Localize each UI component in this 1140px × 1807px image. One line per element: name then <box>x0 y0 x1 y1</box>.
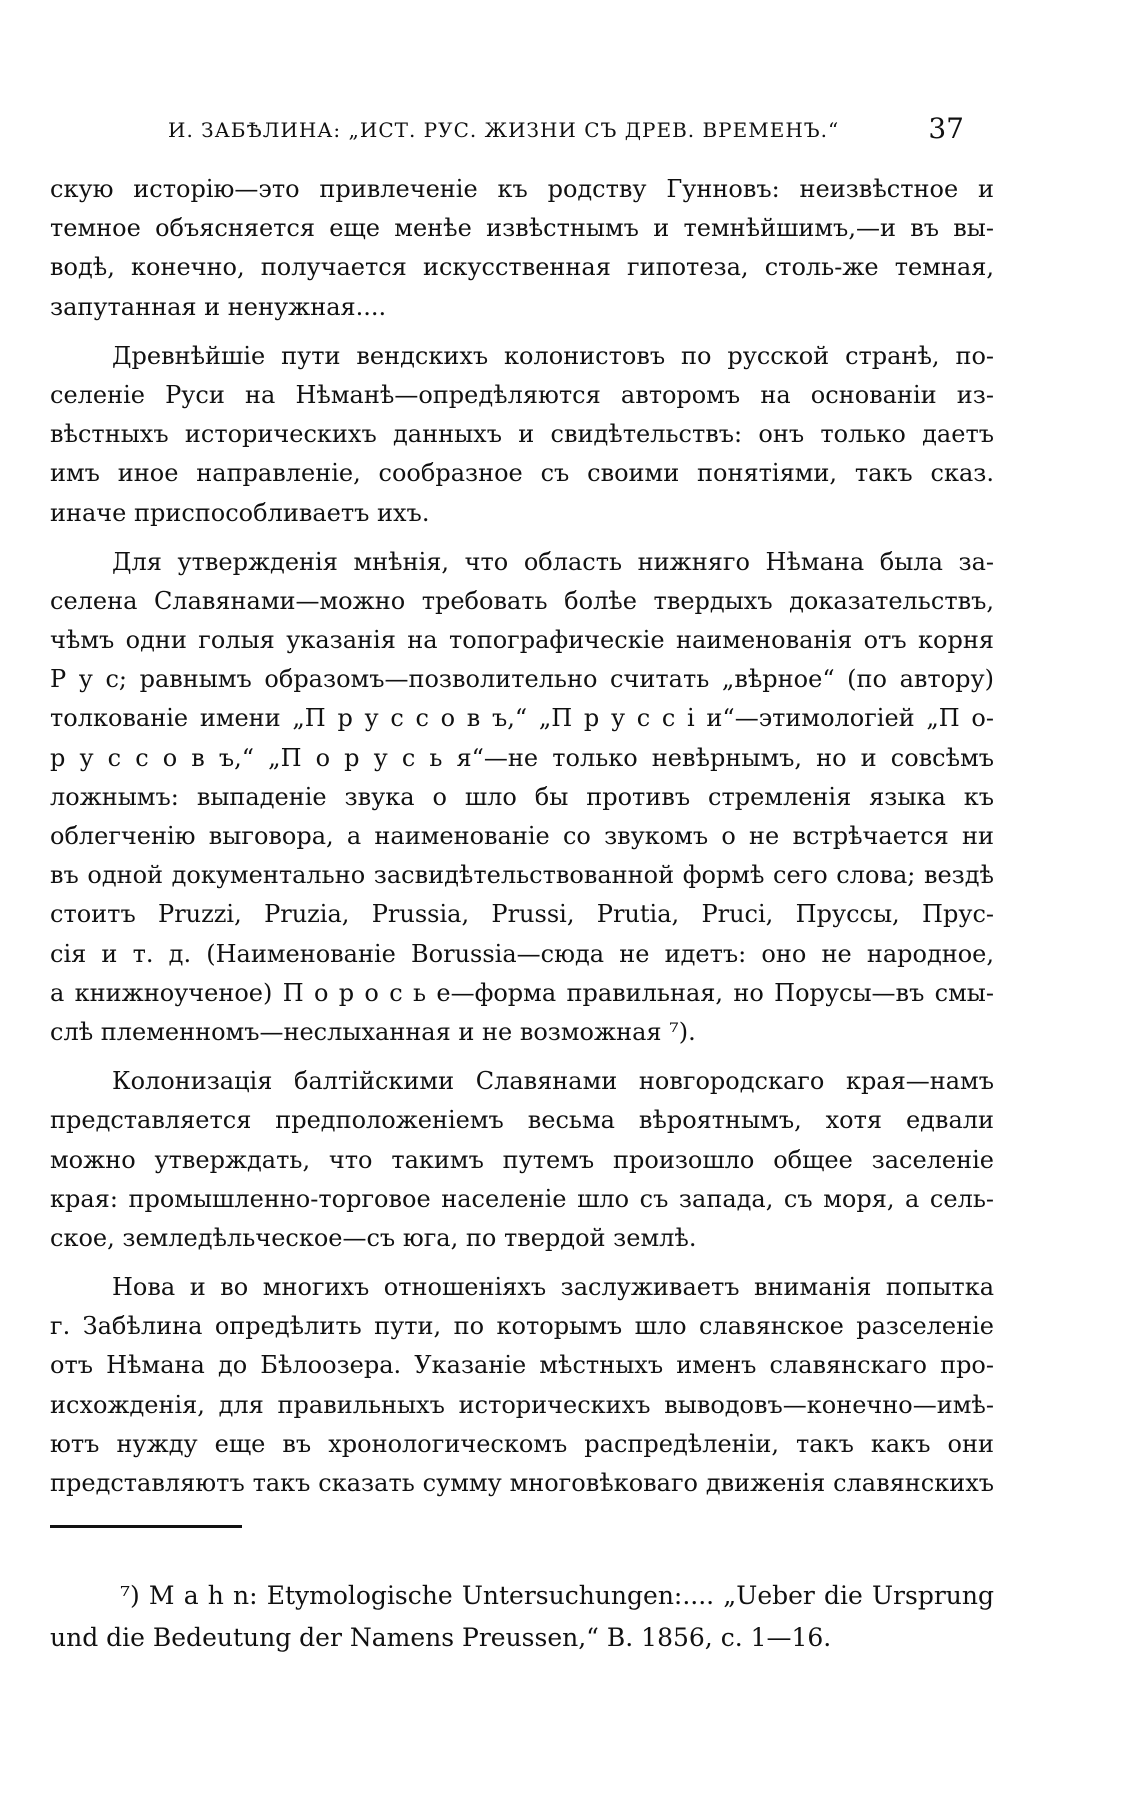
running-title: И. ЗАБѢЛИНА: „ИСТ. РУС. ЖИЗНИ СЪ ДРЕВ. ВРЕМЕНЪ.“ <box>168 118 840 142</box>
text-line: облегченію выговора, а наименованіе со звукомъ о не встрѣчается ни <box>50 822 994 850</box>
text-line: Нова и во многихъ отношеніяхъ заслуживаетъ вниманія попытка <box>112 1273 994 1302</box>
footnote <box>50 1575 994 1659</box>
text-line: представляется предположеніемъ весьма вѣроятнымъ, хотя едвали <box>50 1106 994 1135</box>
text-line: исхожденія, для правильныхъ историческихъ выводовъ—конечно—имѣ- <box>50 1390 994 1419</box>
text-line: толкованіе имени „П р у с с о в ъ,“ „П р у с с і и“—этимологіей „П о- <box>50 704 994 733</box>
footnote-line: ⁷) M a h n: Etymologische Untersuchungen:.... „Ueber die Ursprung <box>120 1581 994 1610</box>
text-line: запутанная и ненужная.... <box>50 292 387 321</box>
paragraph <box>50 170 994 327</box>
text-line: края: промышленно-торговое населеніе шло съ запада, съ моря, а сель- <box>50 1184 994 1213</box>
text-line: чѣмъ одни голыя указанія на топографическіе наименованія отъ корня <box>50 626 994 655</box>
footnote-divider <box>50 1525 242 1528</box>
paragraph <box>50 337 994 533</box>
text-line: въ одной документально засвидѣтельствованной формѣ сего слова; вездѣ <box>50 861 994 890</box>
running-head <box>168 112 964 152</box>
text-line: Р у с; равнымъ образомъ—позволительно считать „вѣрное“ (по автору) <box>50 665 994 694</box>
page-number: 37 <box>928 112 964 145</box>
text-line: сія и т. д. (Наименованіе Borussia—сюда не идетъ: оно не народное, <box>50 939 994 968</box>
text-line: Древнѣйшіе пути вендскихъ колонистовъ по русской странѣ, по- <box>112 341 994 370</box>
paragraph <box>50 1062 994 1258</box>
text-line: а книжноученое) П о р о с ь е—форма правильная, но Порусы—въ смы- <box>50 978 994 1007</box>
text-line: Для утвержденія мнѣнія, что область нижняго Нѣмана была за- <box>112 547 994 576</box>
text-line: имъ иное направленіе, сообразное съ своими понятіями, такъ сказ. <box>50 459 994 488</box>
text-line: ское, земледѣльческое—съ юга, по твердой землѣ. <box>50 1223 697 1252</box>
text-line: водѣ, конечно, получается искусственная гипотеза, столь-же темная, <box>50 253 994 282</box>
text-line: ютъ нужду еще въ хронологическомъ распредѣленіи, такъ какъ они <box>50 1429 994 1458</box>
text-line: стоитъ Pruzzi, Pruzia, Prussia, Prussi, Prutia, Pruci, Пруссы, Прус- <box>50 900 994 929</box>
footnote-line: und die Bedeutung der Namens Preussen,“ B. 1856, c. 1—16. <box>50 1623 832 1652</box>
text-line: темное объясняется еще менѣе извѣстнымъ и темнѣйшимъ,—и въ вы- <box>50 214 994 243</box>
text-line: г. Забѣлина опредѣлить пути, по которымъ шло славянское разселеніе <box>50 1312 994 1341</box>
text-line: отъ Нѣмана до Бѣлоозера. Указаніе мѣстныхъ именъ славянскаго про- <box>50 1351 994 1380</box>
text-line: вѣстныхъ историческихъ данныхъ и свидѣтельствъ: онъ только даетъ <box>50 420 994 449</box>
text-line: Колонизація балтійскими Славянами новгородскаго края—намъ <box>112 1067 994 1096</box>
text-line: представляютъ такъ сказать сумму многовѣковаго движенія славянскихъ <box>50 1469 994 1497</box>
paragraph <box>50 1268 994 1503</box>
text-line: иначе приспособливаетъ ихъ. <box>50 498 430 527</box>
text-line: селеніе Руси на Нѣманѣ—опредѣляются авторомъ на основаніи из- <box>50 380 994 409</box>
text-line: р у с с о в ъ,“ „П о р у с ь я“—не только невѣрнымъ, но и совсѣмъ <box>50 743 994 772</box>
text-line: слѣ племенномъ—неслыханная и не возможная ⁷). <box>50 1017 696 1046</box>
text-line: ложнымъ: выпаденіе звука о шло бы противъ стремленія языка къ <box>50 782 994 811</box>
text-line: скую исторію—это привлеченіе къ родству Гунновъ: неизвѣстное и <box>50 175 994 203</box>
text-line: селена Славянами—можно требовать болѣе твердыхъ доказательствъ, <box>50 586 994 615</box>
text-line: можно утверждать, что такимъ путемъ произошло общее заселеніе <box>50 1145 994 1174</box>
paragraph <box>50 543 994 1052</box>
body-text <box>50 170 994 1513</box>
